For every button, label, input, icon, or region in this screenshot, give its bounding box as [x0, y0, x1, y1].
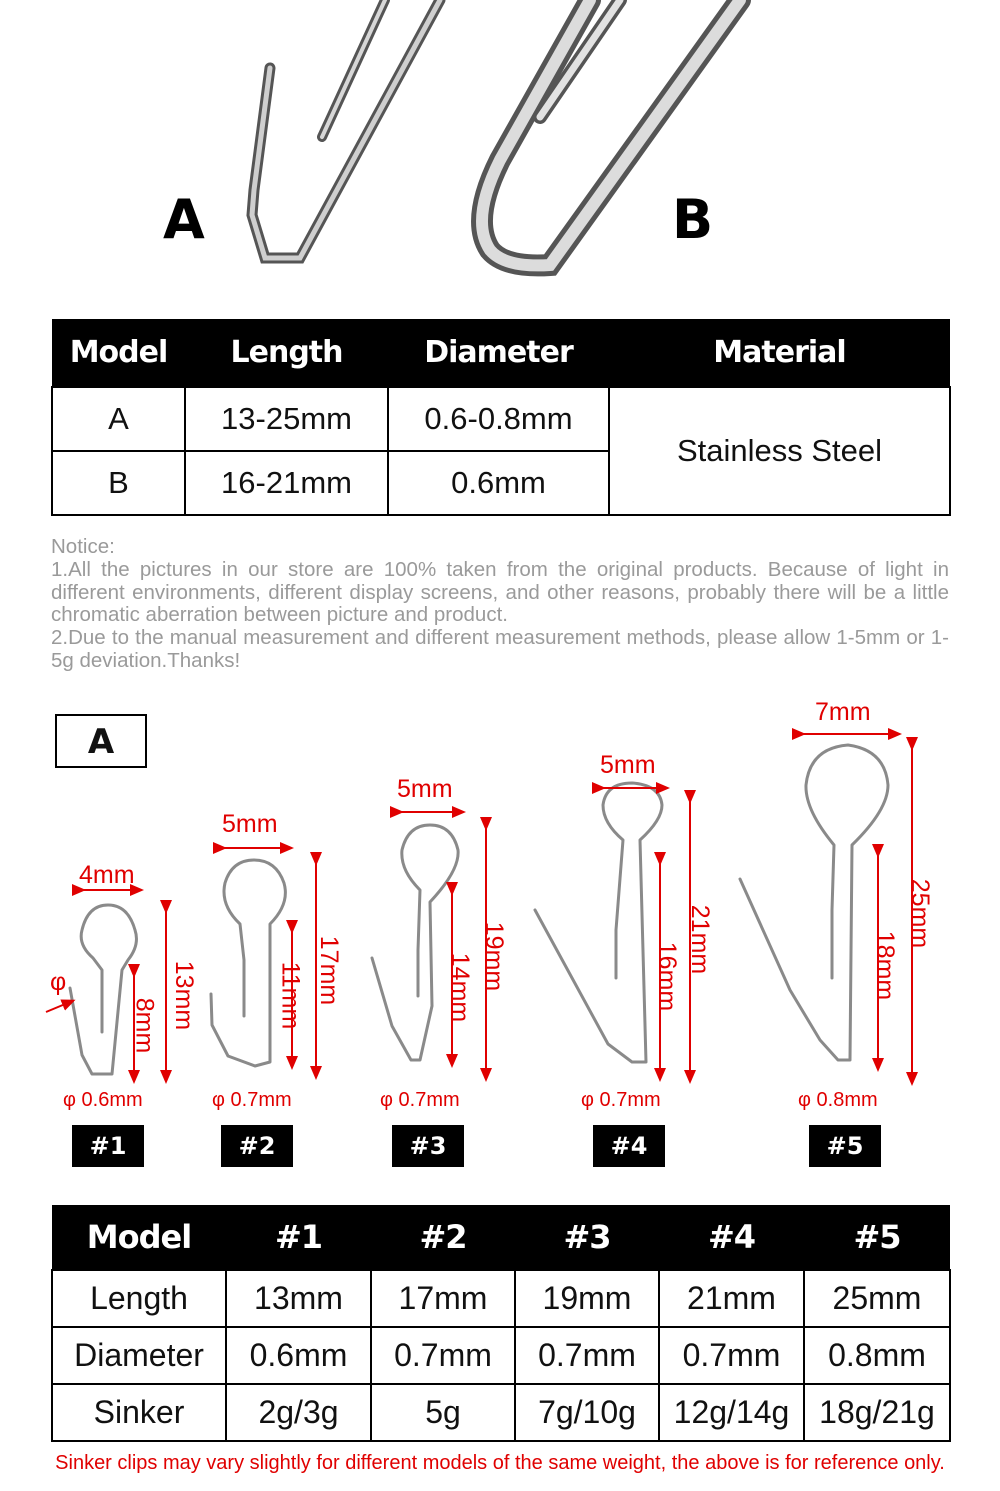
clip-3-inner-length: 14mm — [446, 952, 475, 1023]
cell-diameter: 0.6-0.8mm — [388, 387, 609, 451]
table-header-row — [52, 1205, 950, 1270]
table-cell: 0.8mm — [804, 1327, 950, 1384]
table-row — [52, 1384, 950, 1441]
clip-3-wire — [372, 825, 458, 1060]
table-cell: 0.7mm — [659, 1327, 804, 1384]
col-header-5: #5 — [804, 1205, 950, 1270]
clip-b-label: B — [672, 188, 714, 251]
clip-a-photo — [252, 0, 440, 258]
cell-model: B — [52, 451, 185, 515]
clip-5-total-length: 25mm — [906, 878, 935, 949]
clip-1-diameter: φ 0.6mm — [63, 1089, 143, 1111]
clip-5-diameter: φ 0.8mm — [798, 1089, 878, 1111]
clip-1-width: 4mm — [79, 861, 135, 889]
col-header-2: #2 — [371, 1205, 515, 1270]
clip-3-total-length: 19mm — [480, 921, 509, 992]
clip-3-tag: #3 — [392, 1125, 464, 1167]
clip-4-diameter: φ 0.7mm — [581, 1089, 661, 1111]
col-header-model: Model — [52, 319, 185, 387]
footnote: Sinker clips may vary slightly for different models of the same weight, the above is for reference only. — [55, 1452, 945, 1474]
clip-4-wire — [535, 783, 662, 1062]
cell-length: 13-25mm — [185, 387, 388, 451]
clip-a-label: A — [163, 188, 205, 251]
table-cell: 5g — [371, 1384, 515, 1441]
row-label: Length — [52, 1270, 226, 1327]
clip-4-total-length: 21mm — [686, 904, 715, 975]
clip-2-wire — [211, 860, 285, 1066]
hero-photo — [0, 0, 1000, 300]
clips-photo-illustration — [0, 0, 1000, 300]
col-header-length: Length — [185, 319, 388, 387]
clip-1-wire — [70, 905, 136, 1074]
table-cell: 0.7mm — [371, 1327, 515, 1384]
row-label: Diameter — [52, 1327, 226, 1384]
clip-2-diameter: φ 0.7mm — [212, 1089, 292, 1111]
clip-3-diameter: φ 0.7mm — [380, 1089, 460, 1111]
cell-model: A — [52, 387, 185, 451]
phi-symbol: φ — [50, 968, 67, 996]
table-row — [52, 1327, 950, 1384]
notice-block — [51, 536, 949, 673]
cell-length: 16-21mm — [185, 451, 388, 515]
table-cell: 7g/10g — [515, 1384, 659, 1441]
table-cell: 21mm — [659, 1270, 804, 1327]
col-header-diameter: Diameter — [388, 319, 609, 387]
clip-5-tag: #5 — [809, 1125, 881, 1167]
clip-2-width: 5mm — [222, 810, 278, 838]
section-label-box: A — [55, 714, 147, 768]
table-cell: 13mm — [226, 1270, 371, 1327]
clip-1-total-length: 13mm — [170, 960, 199, 1031]
notice-title: Notice: — [51, 535, 115, 558]
clip-1-inner-length: 8mm — [130, 997, 159, 1054]
clip-3-width: 5mm — [397, 775, 453, 803]
clip-1-tag: #1 — [72, 1125, 144, 1167]
clip-2-total-length: 17mm — [315, 935, 344, 1006]
table-cell: 12g/14g — [659, 1384, 804, 1441]
col-header-3: #3 — [515, 1205, 659, 1270]
table-cell: 18g/21g — [804, 1384, 950, 1441]
model-material-table — [51, 319, 951, 516]
table-cell: 2g/3g — [226, 1384, 371, 1441]
cell-material: Stainless Steel — [609, 387, 950, 515]
size-spec-table — [51, 1205, 951, 1442]
clip-5-width: 7mm — [815, 698, 871, 726]
clip-4-inner-length: 16mm — [653, 941, 682, 1012]
clip-2-tag: #2 — [221, 1125, 293, 1167]
clip-4-tag: #4 — [593, 1125, 665, 1167]
table-row — [52, 1270, 950, 1327]
col-header-4: #4 — [659, 1205, 804, 1270]
table-row — [52, 387, 950, 451]
clip-4-width: 5mm — [600, 751, 656, 779]
notice-line-2: 2.Due to the manual measurement and different measurement methods, please allow 1-5mm or 1-5g deviation.Thanks! — [51, 626, 949, 672]
notice-line-1: 1.All the pictures in our store are 100% taken from the original products. Because of light in different environments, different display screens, and other reasons, probably there will be a little chromatic aberration between picture and product. — [51, 557, 949, 627]
row-label: Sinker — [52, 1384, 226, 1441]
table-cell: 0.7mm — [515, 1327, 659, 1384]
col-header-1: #1 — [226, 1205, 371, 1270]
table-header-row — [52, 319, 950, 387]
table-cell: 19mm — [515, 1270, 659, 1327]
table-cell: 0.6mm — [226, 1327, 371, 1384]
table-cell: 25mm — [804, 1270, 950, 1327]
clip-5-inner-length: 18mm — [871, 930, 900, 1001]
clip-2-inner-length: 11mm — [276, 961, 305, 1030]
cell-diameter: 0.6mm — [388, 451, 609, 515]
table-cell: 17mm — [371, 1270, 515, 1327]
clip-5-wire — [740, 745, 888, 1060]
col-header-material: Material — [609, 319, 950, 387]
col-header-model: Model — [52, 1205, 226, 1270]
